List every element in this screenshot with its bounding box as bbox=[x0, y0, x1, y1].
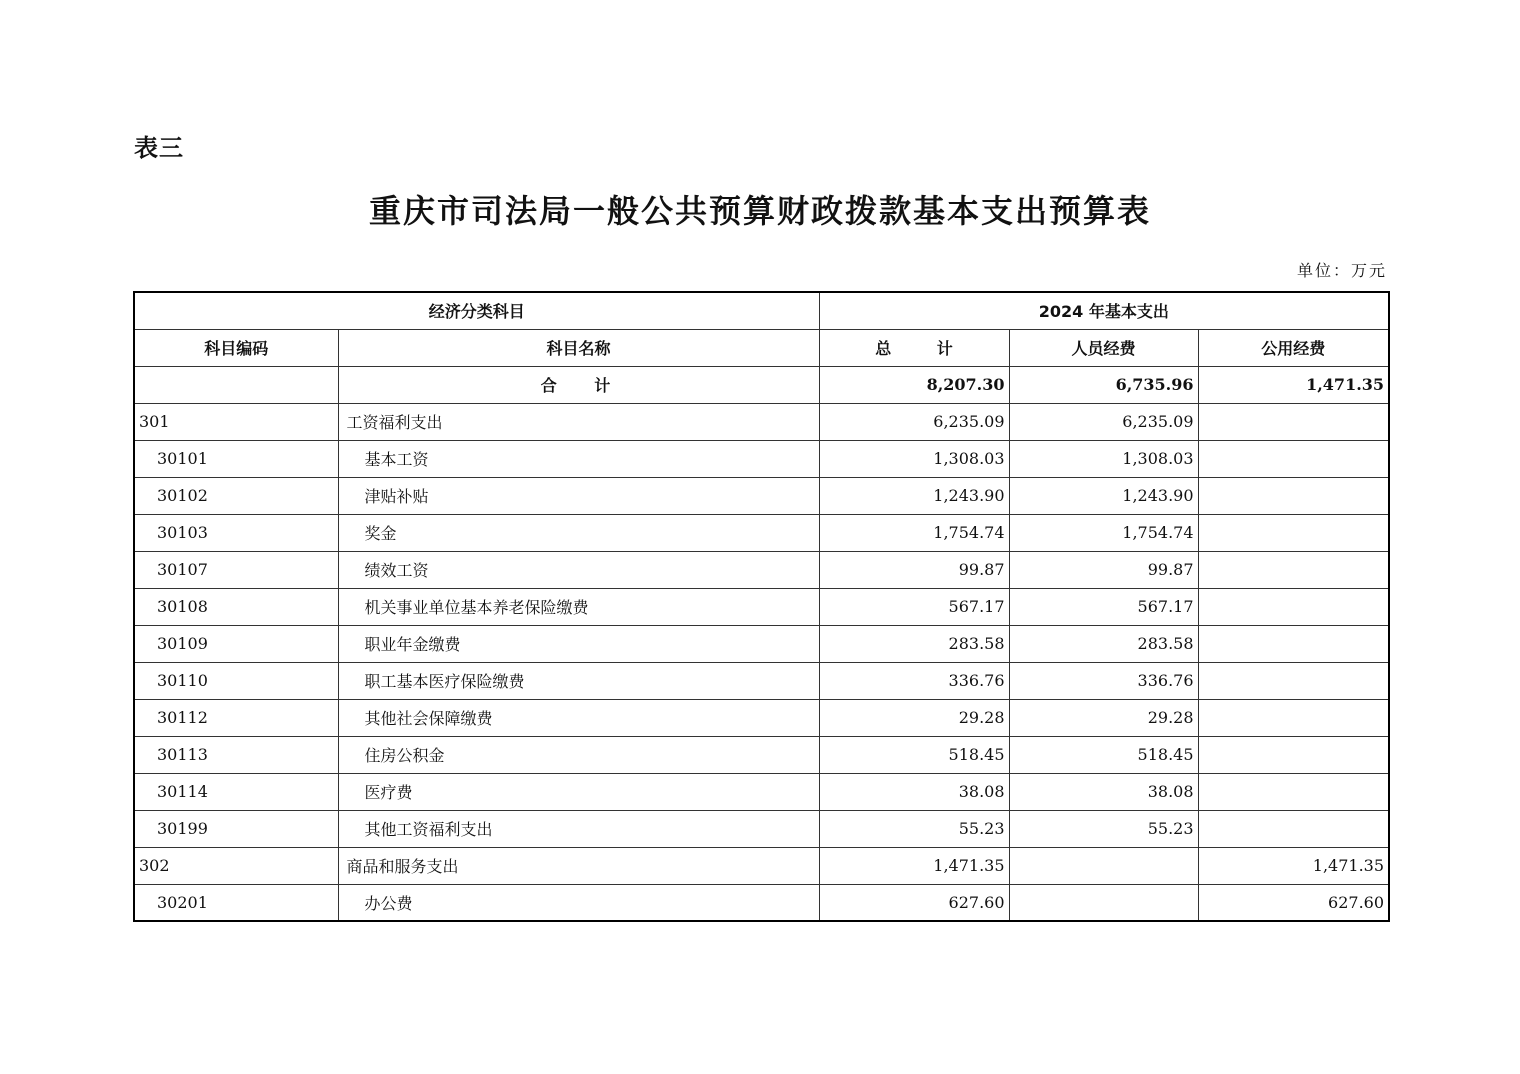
page-title: 重庆市司法局一般公共预算财政拨款基本支出预算表 bbox=[368, 192, 1151, 230]
row-personnel bbox=[1009, 884, 1198, 921]
row-public bbox=[1198, 773, 1389, 810]
table-row bbox=[134, 662, 1389, 699]
row-total: 567.17 bbox=[819, 588, 1009, 625]
row-total: 1,754.74 bbox=[819, 514, 1009, 551]
row-total: 1,471.35 bbox=[819, 847, 1009, 884]
row-code: 30103 bbox=[134, 514, 338, 551]
header-group-economic: 经济分类科目 bbox=[134, 292, 819, 329]
row-total: 55.23 bbox=[819, 810, 1009, 847]
total-code-cell bbox=[134, 366, 338, 403]
row-total: 1,308.03 bbox=[819, 440, 1009, 477]
row-public: 1,471.35 bbox=[1198, 847, 1389, 884]
row-code: 30113 bbox=[134, 736, 338, 773]
row-name: 绩效工资 bbox=[338, 551, 819, 588]
row-code: 30107 bbox=[134, 551, 338, 588]
row-personnel bbox=[1009, 847, 1198, 884]
row-code: 30108 bbox=[134, 588, 338, 625]
table-row bbox=[134, 440, 1389, 477]
row-code: 30114 bbox=[134, 773, 338, 810]
row-public: 627.60 bbox=[1198, 884, 1389, 921]
row-personnel: 283.58 bbox=[1009, 625, 1198, 662]
total-personnel: 6,735.96 bbox=[1009, 366, 1198, 403]
row-name: 职工基本医疗保险缴费 bbox=[338, 662, 819, 699]
header-name: 科目名称 bbox=[338, 329, 819, 366]
row-public bbox=[1198, 403, 1389, 440]
row-code: 302 bbox=[134, 847, 338, 884]
row-total: 29.28 bbox=[819, 699, 1009, 736]
row-code: 30102 bbox=[134, 477, 338, 514]
table-row bbox=[134, 736, 1389, 773]
row-code: 30199 bbox=[134, 810, 338, 847]
header-code: 科目编码 bbox=[134, 329, 338, 366]
row-personnel: 567.17 bbox=[1009, 588, 1198, 625]
row-total: 1,243.90 bbox=[819, 477, 1009, 514]
table-row bbox=[134, 551, 1389, 588]
row-public bbox=[1198, 736, 1389, 773]
table-row bbox=[134, 810, 1389, 847]
table-label: 表三 bbox=[134, 134, 184, 162]
header-group-row bbox=[134, 292, 1389, 329]
total-sum: 8,207.30 bbox=[819, 366, 1009, 403]
table-row bbox=[134, 625, 1389, 662]
row-code: 30112 bbox=[134, 699, 338, 736]
row-code: 301 bbox=[134, 403, 338, 440]
row-personnel: 1,308.03 bbox=[1009, 440, 1198, 477]
table-row bbox=[134, 773, 1389, 810]
row-code: 30101 bbox=[134, 440, 338, 477]
row-total: 518.45 bbox=[819, 736, 1009, 773]
table-row bbox=[134, 588, 1389, 625]
row-name: 商品和服务支出 bbox=[338, 847, 819, 884]
row-code: 30110 bbox=[134, 662, 338, 699]
row-personnel: 336.76 bbox=[1009, 662, 1198, 699]
row-name: 机关事业单位基本养老保险缴费 bbox=[338, 588, 819, 625]
table-row bbox=[134, 477, 1389, 514]
row-personnel: 1,754.74 bbox=[1009, 514, 1198, 551]
row-name: 其他工资福利支出 bbox=[338, 810, 819, 847]
header-personnel: 人员经费 bbox=[1009, 329, 1198, 366]
table-row bbox=[134, 847, 1389, 884]
row-public bbox=[1198, 440, 1389, 477]
row-total: 627.60 bbox=[819, 884, 1009, 921]
row-total: 99.87 bbox=[819, 551, 1009, 588]
row-name: 工资福利支出 bbox=[338, 403, 819, 440]
row-personnel: 29.28 bbox=[1009, 699, 1198, 736]
table-row bbox=[134, 884, 1389, 921]
row-total: 38.08 bbox=[819, 773, 1009, 810]
row-name: 其他社会保障缴费 bbox=[338, 699, 819, 736]
row-code: 30109 bbox=[134, 625, 338, 662]
row-personnel: 1,243.90 bbox=[1009, 477, 1198, 514]
row-personnel: 99.87 bbox=[1009, 551, 1198, 588]
table-row bbox=[134, 699, 1389, 736]
row-public bbox=[1198, 551, 1389, 588]
row-personnel: 55.23 bbox=[1009, 810, 1198, 847]
budget-table bbox=[133, 291, 1390, 922]
row-public bbox=[1198, 625, 1389, 662]
row-public bbox=[1198, 810, 1389, 847]
total-row bbox=[134, 366, 1389, 403]
row-name: 办公费 bbox=[338, 884, 819, 921]
row-total: 283.58 bbox=[819, 625, 1009, 662]
row-personnel: 6,235.09 bbox=[1009, 403, 1198, 440]
table-row bbox=[134, 514, 1389, 551]
total-label: 合 计 bbox=[338, 366, 819, 403]
row-personnel: 518.45 bbox=[1009, 736, 1198, 773]
header-group-year: 2024 年基本支出 bbox=[819, 292, 1389, 329]
row-public bbox=[1198, 588, 1389, 625]
row-name: 医疗费 bbox=[338, 773, 819, 810]
total-public: 1,471.35 bbox=[1198, 366, 1389, 403]
header-public: 公用经费 bbox=[1198, 329, 1389, 366]
row-name: 住房公积金 bbox=[338, 736, 819, 773]
row-total: 336.76 bbox=[819, 662, 1009, 699]
row-name: 奖金 bbox=[338, 514, 819, 551]
header-column-row bbox=[134, 329, 1389, 366]
unit-label: 单位：万元 bbox=[1296, 261, 1387, 280]
row-code: 30201 bbox=[134, 884, 338, 921]
row-public bbox=[1198, 699, 1389, 736]
row-name: 基本工资 bbox=[338, 440, 819, 477]
row-name: 津贴补贴 bbox=[338, 477, 819, 514]
row-public bbox=[1198, 477, 1389, 514]
table-row bbox=[134, 403, 1389, 440]
row-personnel: 38.08 bbox=[1009, 773, 1198, 810]
row-name: 职业年金缴费 bbox=[338, 625, 819, 662]
row-public bbox=[1198, 514, 1389, 551]
row-total: 6,235.09 bbox=[819, 403, 1009, 440]
header-total: 总 计 bbox=[819, 329, 1009, 366]
row-public bbox=[1198, 662, 1389, 699]
